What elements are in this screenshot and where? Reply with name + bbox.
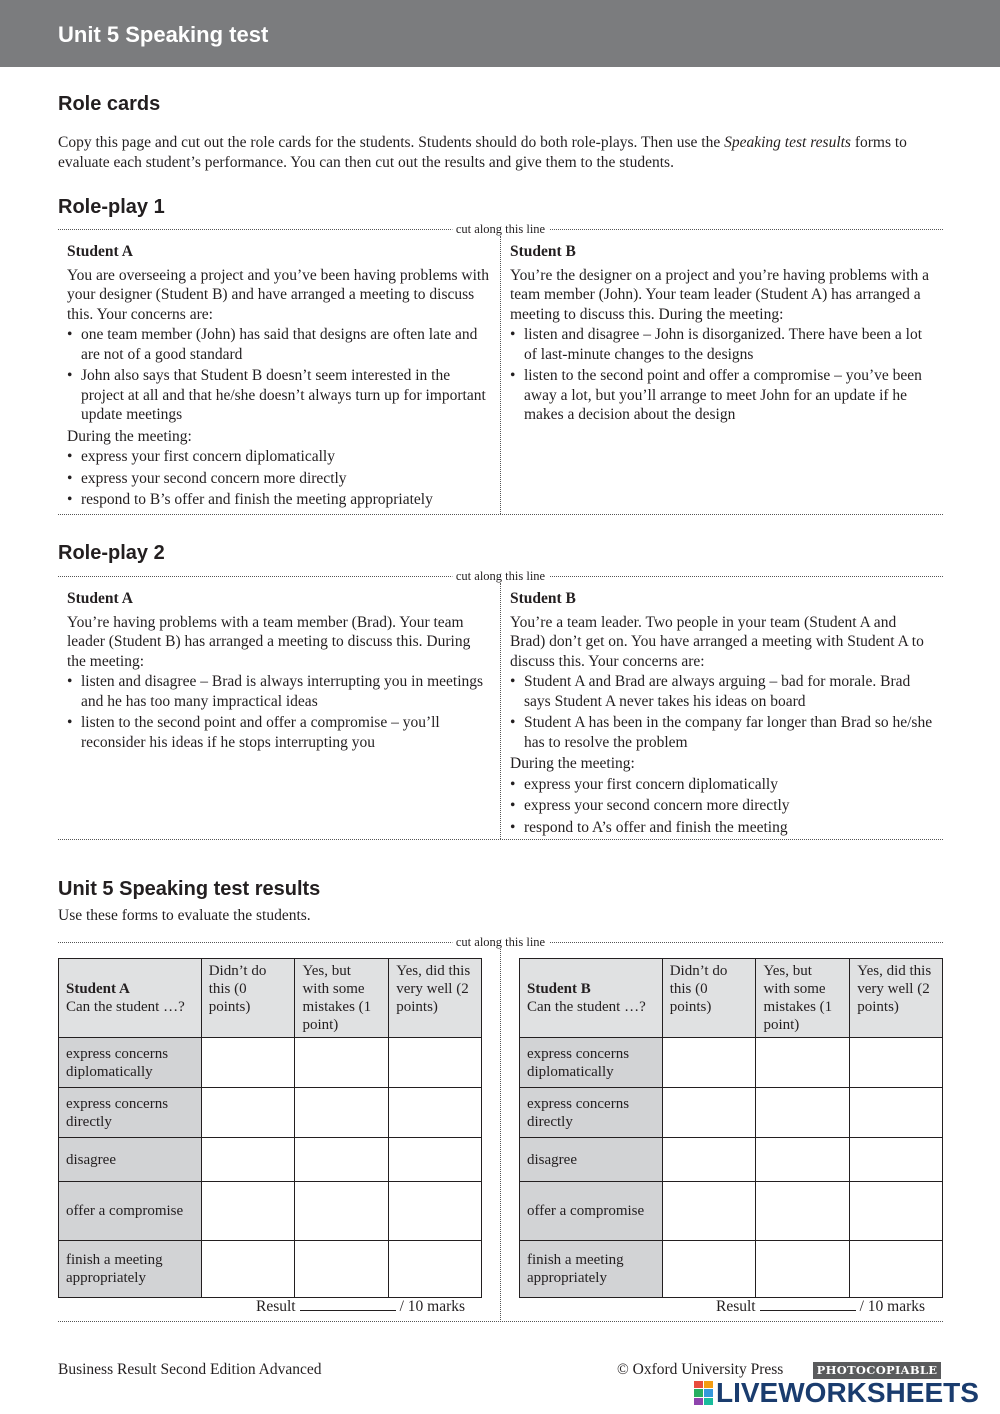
score-cell[interactable] (201, 1038, 295, 1088)
list-item: • one team member (John) has said that designs are often late and are not of a good standard (67, 325, 491, 364)
table-row (520, 1241, 943, 1298)
roleplay1-heading: Role-play 1 (58, 196, 165, 218)
liveworksheets-watermark (694, 1378, 979, 1408)
list-item: • listen to the second point and offer a compromise – you’ll reconsider his ideas if he stops interrupting you (67, 713, 491, 752)
list-item: • listen and disagree – John is disorganized. There have been a lot of last-minute changes to the designs (510, 325, 935, 364)
criterion-cell: disagree (520, 1138, 663, 1182)
table-row (59, 1182, 482, 1241)
score-cell[interactable] (201, 1138, 295, 1182)
criterion-cell: offer a compromise (59, 1182, 202, 1241)
result-line-student-b: Result / 10 marks (716, 1298, 926, 1315)
card-student-label: Student B (510, 243, 576, 260)
score-cell[interactable] (850, 1088, 943, 1138)
cut-line-label: cut along this line (452, 222, 549, 236)
copyright: © Oxford University Press (617, 1361, 784, 1378)
table-row (520, 1138, 943, 1182)
list-item: • listen to the second point and offer a compromise – you’ve been away a lot, but you’ll arrange to meet John for an update if he makes a decision about the design (510, 366, 935, 425)
criterion-cell: disagree (59, 1138, 202, 1182)
table-header: Yes, but with some mistakes (1 point) (295, 959, 389, 1038)
score-cell[interactable] (201, 1241, 295, 1298)
card-intro: You’re a team leader. Two people in your team (Student A and Brad) don’t get on. You have arranged a meeting with Student A to discuss this. Your concerns are: (510, 613, 924, 670)
photocopiable-badge: PHOTOCOPIABLE (813, 1362, 941, 1379)
score-cell[interactable] (756, 1088, 850, 1138)
list-item: • respond to A’s offer and finish the meeting (510, 818, 935, 838)
results-heading: Unit 5 Speaking test results (58, 878, 321, 900)
header-bar (0, 0, 1000, 67)
score-cell[interactable] (389, 1138, 482, 1182)
task-list (510, 775, 935, 838)
roleplay2-heading: Role-play 2 (58, 542, 165, 564)
cut-line-bottom (58, 514, 943, 515)
table-row (520, 1088, 943, 1138)
score-cell[interactable] (201, 1088, 295, 1138)
result-blank[interactable] (760, 1299, 856, 1311)
list-item: • John also says that Student B doesn’t seem interested in the project at all and that he/she doesn’t always turn up for important update meetings (67, 366, 491, 425)
book-title: Business Result Second Edition Advanced (58, 1361, 322, 1378)
cut-line-label: cut along this line (452, 569, 549, 583)
list-item: • express your second concern more directly (67, 469, 491, 489)
score-cell[interactable] (850, 1038, 943, 1088)
page-title: Unit 5 Speaking test (58, 22, 269, 47)
list-item: • express your first concern diplomatically (510, 775, 935, 795)
criterion-cell: express concerns diplomatically (59, 1038, 202, 1088)
table-row (59, 1038, 482, 1088)
list-item: • express your first concern diplomatically (67, 447, 491, 467)
roleplay1-student-a-card (67, 242, 491, 512)
score-cell[interactable] (662, 1038, 756, 1088)
card-divider (500, 236, 501, 514)
card-intro: You’re having problems with a team member (Brad). Your team leader (Student B) has arranged a meeting to discuss this. During the meeting: (67, 613, 471, 670)
list-item: • express your second concern more directly (510, 796, 935, 816)
table-header-student: Student A Can the student …? (59, 959, 202, 1038)
score-cell[interactable] (662, 1182, 756, 1241)
table-row (520, 1182, 943, 1241)
task-list (510, 325, 935, 425)
liveworksheets-text: LIVEWORKSHEETS (716, 1377, 979, 1408)
task-list (67, 672, 491, 752)
score-cell[interactable] (662, 1138, 756, 1182)
score-cell[interactable] (850, 1138, 943, 1182)
score-cell[interactable] (201, 1182, 295, 1241)
cut-line-bottom (58, 1321, 943, 1322)
liveworksheets-logo-icon (694, 1381, 713, 1405)
score-cell[interactable] (850, 1182, 943, 1241)
table-header: Yes, did this very well (2 points) (850, 959, 943, 1038)
score-cell[interactable] (295, 1182, 389, 1241)
cut-line (58, 222, 943, 236)
results-table-student-a (58, 958, 482, 1298)
card-divider (500, 583, 501, 839)
roleplay1-student-b-card (510, 242, 935, 427)
score-cell[interactable] (850, 1241, 943, 1298)
results-table-student-b (519, 958, 943, 1298)
table-header: Yes, but with some mistakes (1 point) (756, 959, 850, 1038)
score-cell[interactable] (295, 1088, 389, 1138)
score-cell[interactable] (389, 1182, 482, 1241)
concern-list (510, 672, 935, 752)
results-intro: Use these forms to evaluate the students. (58, 907, 311, 924)
form-divider (500, 949, 501, 1320)
concern-list (67, 325, 491, 425)
during-label: During the meeting: (510, 755, 635, 772)
score-cell[interactable] (756, 1138, 850, 1182)
table-row (59, 1088, 482, 1138)
card-student-label: Student A (67, 590, 133, 607)
score-cell[interactable] (389, 1088, 482, 1138)
table-header: Didn’t do this (0 points) (662, 959, 756, 1038)
result-blank[interactable] (300, 1299, 396, 1311)
score-cell[interactable] (295, 1038, 389, 1088)
roleplay2-student-b-card (510, 589, 935, 839)
criterion-cell: express concerns directly (520, 1088, 663, 1138)
card-intro: You’re the designer on a project and you’re having problems with a team member (John). Your team leader (Student A) has arranged a meeting to discuss this. During the meeting: (510, 266, 929, 323)
score-cell[interactable] (295, 1241, 389, 1298)
card-intro: You are overseeing a project and you’ve been having problems with your designer (Student B) and have arranged a meeting to discuss this. Your concerns are: (67, 266, 489, 323)
role-cards-heading: Role cards (58, 93, 161, 115)
score-cell[interactable] (662, 1241, 756, 1298)
during-label: During the meeting: (67, 427, 192, 445)
criterion-cell: express concerns diplomatically (520, 1038, 663, 1088)
score-cell[interactable] (389, 1038, 482, 1088)
score-cell[interactable] (756, 1241, 850, 1298)
table-header: Didn’t do this (0 points) (201, 959, 295, 1038)
card-student-label: Student B (510, 590, 576, 607)
role-cards-intro: Copy this page and cut out the role cards for the students. Students should do both role-plays. Then use the Speaking test results forms to evaluate each student’s performance. You can then cut out the results and give them to the students. (58, 134, 907, 171)
score-cell[interactable] (662, 1088, 756, 1138)
table-row (520, 1038, 943, 1088)
criterion-cell: offer a compromise (520, 1182, 663, 1241)
cut-line (58, 935, 943, 949)
list-item: • listen and disagree – Brad is always interrupting you in meetings and he has too many impractical ideas (67, 672, 491, 711)
score-cell[interactable] (756, 1182, 850, 1241)
card-student-label: Student A (67, 243, 133, 260)
criterion-cell: finish a meeting appropriately (59, 1241, 202, 1298)
roleplay2-student-a-card (67, 589, 491, 754)
list-item: • Student A and Brad are always arguing – bad for morale. Brad says Student A never takes his ideas on board (510, 672, 935, 711)
task-list (67, 447, 491, 510)
table-header-student: Student B Can the student …? (520, 959, 663, 1038)
list-item: • respond to B’s offer and finish the meeting appropriately (67, 490, 491, 510)
criterion-cell: finish a meeting appropriately (520, 1241, 663, 1298)
result-line-student-a: Result / 10 marks (256, 1298, 466, 1315)
list-item: • Student A has been in the company far longer than Brad so he/she has to resolve the problem (510, 713, 935, 752)
cut-line (58, 569, 943, 583)
score-cell[interactable] (295, 1138, 389, 1182)
table-header: Yes, did this very well (2 points) (389, 959, 482, 1038)
cut-line-label: cut along this line (452, 935, 549, 949)
table-row (59, 1241, 482, 1298)
score-cell[interactable] (389, 1241, 482, 1298)
criterion-cell: express concerns directly (59, 1088, 202, 1138)
table-row (59, 1138, 482, 1182)
score-cell[interactable] (756, 1038, 850, 1088)
cut-line-bottom (58, 839, 943, 840)
